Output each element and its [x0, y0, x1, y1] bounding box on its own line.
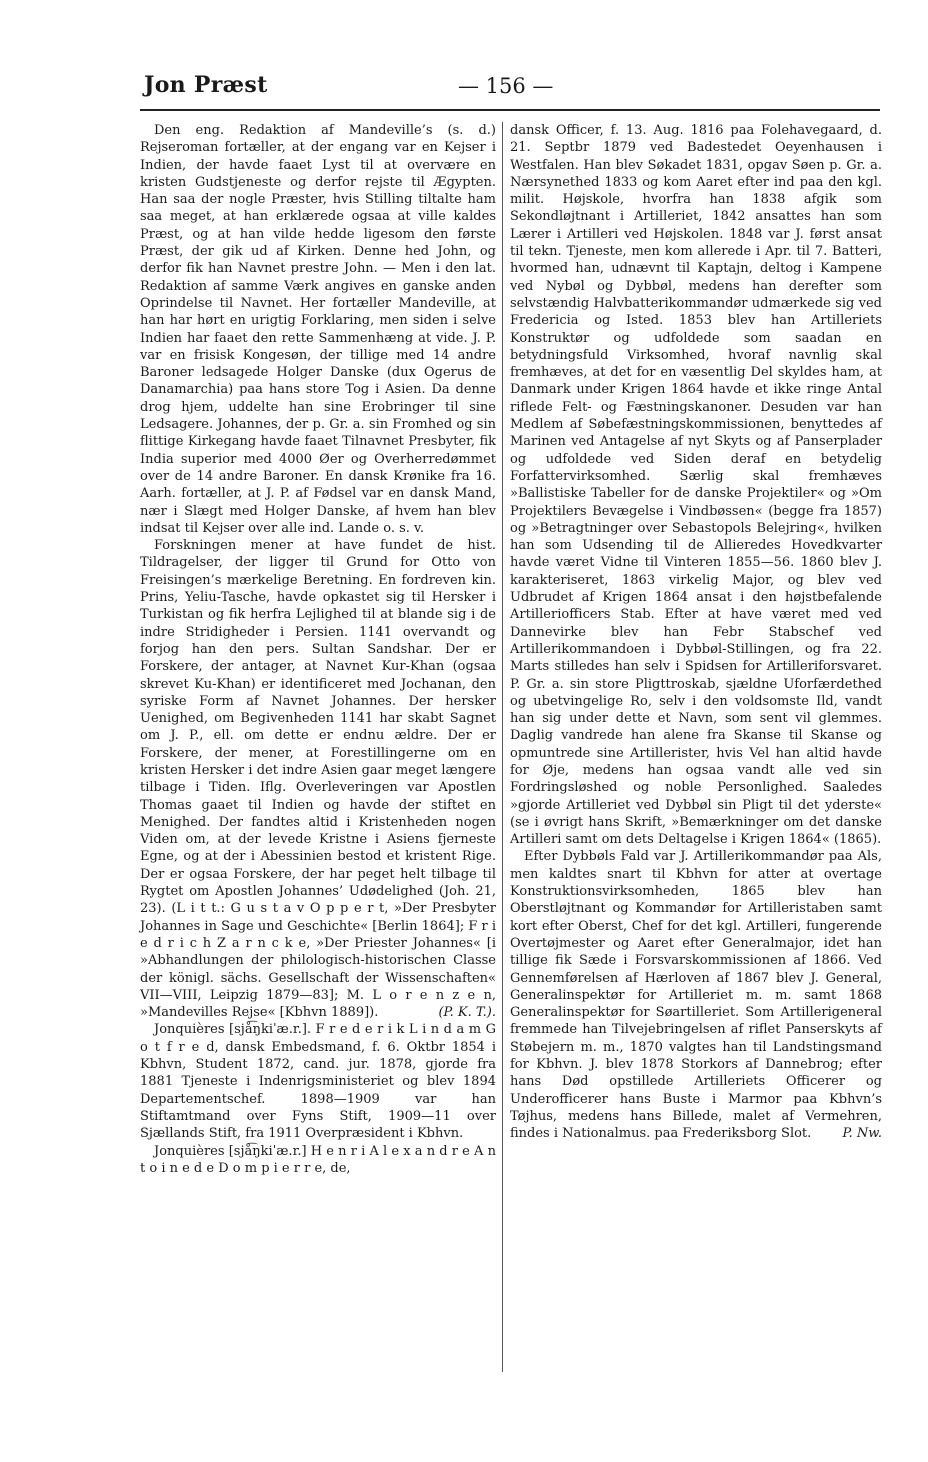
page-header: [140, 68, 880, 108]
header-rule: [140, 109, 880, 111]
paragraph-after-dybbol: [510, 848, 882, 1142]
entry-jonquieres-frederik: Jonquières [sjå͡ŋkiˈæ.r.]. F r e d e r i k L i n d a m G o t f r e d, dansk Embedsmand, f. 6. Oktbr 1854 i Kbhvn, Student 1872, cand. jur. 1878, gjorde fra 1881 Tjeneste i Indenrigsministeriet og blev 1894 Departementschef. 1898—1909 var han Stiftamtmand over Fyns Stift, 1909—11 over Sjællands Stift, fra 1911 Overpræsident i Kbhvn.: [140, 1022, 496, 1142]
entry-jonquieres-henri: Jonquières [sjå͡ŋkiˈæ.r.] H e n r i A l e x a n d r e A n t o i n e d e D o m p i e r r e, de,: [140, 1143, 496, 1176]
paragraph-officer-career: dansk Officer, f. 13. Aug. 1816 paa Folehavegaard, d. 21. Septbr 1879 ved Badestedet Oeyenhausen i Westfalen. Han blev Søkadet 1831, opgav Søen p. Gr. a. Nærsynethed 1833 og kom Aaret efter ind paa den kgl. milit. Højskole, hvorfra han 1838 afgik som Sekondløjtnant i Artilleriet, 1842 ansattes han som Lærer i Artilleri ved Højskolen. 1848 var J. først ansat til tekn. Tjeneste, men kom allerede i Apr. til 7. Batteri, hvormed han, udnævnt til Kaptajn, deltog i Kampene ved Nybøl og Dybbøl, medens han derefter som selvstændig Halvbatterikommandør udmærkede sig ved Fredericia og Isted. 1853 blev han Artilleriets Konstruktør og udfoldede som saadan en betydningsfuld Virksomhed, hvoraf navnlig skal fremhæves, at det for en væsentlig Del skyldes ham, at Danmark under Krigen 1864 havde et ikke ringe Antal riflede Felt- og Fæstningskanoner. Desuden var han Medlem af Søbefæstningskommissionen, benyttedes af Marinen ved Antagelse af nyt Skyts og af Panserplader og udfoldede ved Siden deraf en betydelig Forfattervirksomhed. Særlig skal fremhæves »Ballistiske Tabeller for de danske Projektiler« og »Om Projektilers Bevægelse i Vindbøssen« (begge fra 1857) og »Betragtninger over Sebastopols Belejring«, hvilken han som Udsending til de Allieredes Hovedkvarter havde været Vidne til Vinteren 1855—56. 1860 blev J. karakteriseret, 1863 virkelig Major, og blev ved Udbrudet af Krigen 1864 ansat i den højstbefalende Artilleriofficers Stab. Efter at have været med ved Dannevirke blev han Febr Stabschef ved Artillerikommandoen i Dybbøl-Stillingen, og fra 22. Marts stilledes han selv i Spidsen for Artilleriforsvaret. P. Gr. a. sin store Pligttroskab, sjældne Uforfærdethed og ubetvingelige Ro, selv i den voldsomste Ild, vandt han sig under dette et Navn, som sent vil glemmes. Daglig vandrede han alene fra Skanse til Skanse og opmuntrede sine Artillerister, hvis Vel han altid havde for Øje, medens han ogsaa vandt alle ved sin Fordringsløshed og noble Personlighed. Saaledes »gjorde Artilleriet ved Dybbøl sin Pligt til det yderste« (se i øvrigt hans Skrift, »Bemærkninger om det danske Artilleri samt om dets Deltagelse i Krigen 1864« (1865).: [510, 123, 882, 848]
page-number: — 156 —: [458, 74, 554, 98]
paragraph-forskningen-text: Forskningen mener at have fundet de hist. Tildragelser, der ligger til Grund for Otto von Freisingen’s mærkelige Beretning. En fordreven kin. Prins, Yeliu-Tasche, havde opkastet sig til Hersker i Turkistan og fik herfra Lejlighed til at blande sig i de indre Stridigheder i Persien. 1141 overvandt og forjog han den pers. Sultan Sandshar. Der er Forskere, der antager, at Navnet Kur-Khan (ogsaa skrevet Ku-Khan) er identificeret med Jochanan, den syriske Form af Navnet Johannes. Der hersker Uenighed, om Begivenheden 1141 har skabt Sagnet om J. P., ell. om dette er endnu ældre. Der er Forskere, der mener, at Forestillingerne om en kristen Hersker i det indre Asien gaar meget længere tilbage i Tiden. Iflg. Overleveringen var Apostlen Thomas gaaet til Indien og havde der stiftet en Menighed. Der fandtes altid i Kristenheden nogen Viden om, at der levede Kristne i Asiens fjerneste Egne, og at der i Abessinien bestod et kristent Rige. Der er ogsaa Forskere, der har peget helt tilbage til Rygtet om Apostlen Johannes’ Udødelighed (Joh. 21, 23). (L i t t.: G u s t a v O p p e r t, »Der Presbyter Johannes in Sage und Geschichte« [Berlin 1864]; F r i e d r i c h Z a r n c k e, »Der Priester Johannes« [i »Abhandlungen der philologisch-historischen Classe der königl. sächs. Gesellschaft der Wissenschaften« VII—VIII, Leipzig 1879—83]; M. L o r e n z e n, »Mandevilles Rejse« [Kbhvn 1889]).: [140, 538, 496, 1021]
column-divider: [502, 122, 503, 1372]
paragraph-forskningen: [140, 537, 496, 1021]
author-signature: P. Nw.: [842, 1126, 882, 1142]
paragraph-after-dybbol-text: Efter Dybbøls Fald var J. Artillerikommandør paa Als, men kaldtes snart til Kbhvn for atter at overtage Konstruktionsvirksomheden, 1865 blev han Oberstløjtnant og Kommandør for Artilleristaben samt kort efter Oberst, Chef for det kgl. Artilleri, fungerende Overtøjmester og Aaret efter Generalmajor, idet han tillige fik Sæde i Forsvarskommissionen af 1866. Ved Gennemførelsen af Hærloven af 1867 blev J. General, Generalinspektør for Artilleriet m. m. samt 1868 Generalinspektør for Søartilleriet. Som Artillerigeneral fremmede han Tilvejebringelsen af riflet Panserskyts af Støbejern m. m., 1870 valgtes han til Landstingsmand for Kbhvn. J. blev 1878 Storkors af Dannebrog; efter hans Død opstillede Artilleriets Officerer og Underofficerer hans Buste i Marmor paa Kbhvn’s Tøjhus, medens hans Billede, malet af Vermehren, findes i Nationalmus. paa Frederiksborg Slot.: [510, 849, 882, 1142]
paragraph-mandeville: Den eng. Redaktion af Mandeville’s (s. d.) Rejseroman fortæller, at der engang var en Kejser i Indien, der havde faaet Lyst til at overvære en kristen Gudstjeneste og derfor rejste til Ægypten. Han saa der nogle Præster, hvis Stilling tiltalte ham saa meget, at han erklærede ogsaa at ville kaldes Præst, og at han vilde hedde ligesom den første Præst, der gik ud af Kirken. Denne hed John, og derfor fik han Navnet prestre John. — Men i den lat. Redaktion af samme Værk angives en ganske anden Oprindelse til Navnet. Her fortæller Mandeville, at han har hørt en urigtig Forklaring, men siden i selve Indien har faaet den rette Sammenhæng at vide. J. P. var en frisisk Kongesøn, der tillige med 14 andre Baroner ledsagede Holger Danske (dux Ogerus de Danamarchia) paa hans store Tog i Asien. Da denne drog hjem, uddelte han sine Erobringer til sine Ledsagere. Johannes, der p. Gr. a. sin Fromhed og sin flittige Kirkegang havde faaet Tilnavnet Presbyter, fik India superior med 4000 Øer og Overherredømmet over de 14 andre Baroner. En dansk Krønike fra 16. Aarh. fortæller, at J. P. af Fødsel var en dansk Mand, nær i Slægt med Holger Danske, af hvem han blev indsat til Kejser over alle ind. Lande o. s. v.: [140, 123, 496, 536]
right-column: [510, 122, 882, 1143]
author-signature: (P. K. T.).: [438, 1005, 496, 1021]
running-title: Jon Præst: [144, 72, 268, 98]
left-column: [140, 122, 496, 1177]
